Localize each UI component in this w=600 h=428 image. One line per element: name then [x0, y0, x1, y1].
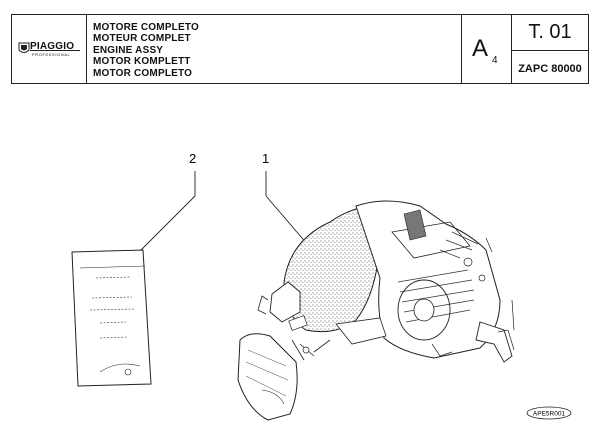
callout-number: 1 [262, 151, 270, 166]
part-name-it: MOTORE COMPLETO [93, 22, 199, 33]
table-code: T. 01 [528, 21, 572, 43]
sheet-size: A [472, 35, 489, 62]
callout-leader-line [140, 196, 195, 251]
drawing-reference-code: APE5R001 [532, 410, 566, 418]
drawing-reference-stamp [527, 407, 571, 419]
part-name-es: MOTOR COMPLETO [93, 67, 193, 79]
sheet-size-subscript: 4 [492, 55, 498, 66]
brand-name: PIAGGIO [30, 41, 75, 52]
part-name-de: MOTOR KOMPLETT [93, 56, 191, 68]
part-name-en: ENGINE ASSY [93, 44, 164, 56]
brand-subtitle: PROFESSIONAL [32, 52, 71, 57]
callout-number: 2 [189, 151, 197, 166]
engine-assembly [238, 201, 514, 420]
part-name-fr: MOTEUR COMPLET [93, 33, 191, 45]
model-code: ZAPC 80000 [518, 63, 582, 75]
owner-manual-booklet [72, 250, 151, 386]
